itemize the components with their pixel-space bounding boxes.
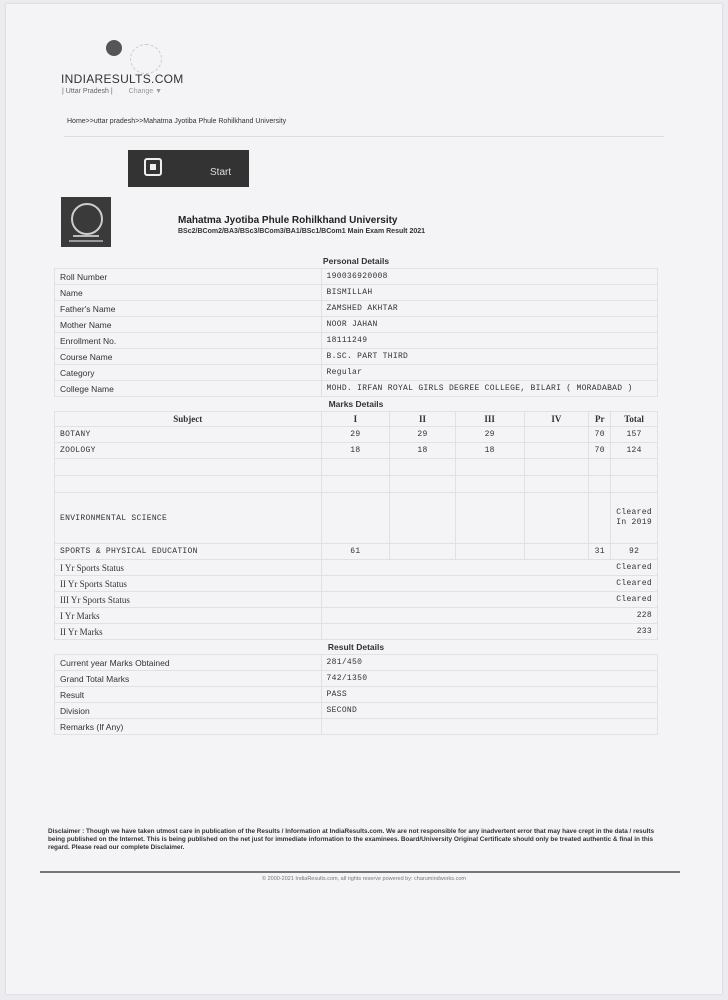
mother-name-value: NOOR JAHAN (321, 317, 657, 333)
table-row (55, 333, 658, 349)
subject-name: SPORTS & PHYSICAL EDUCATION (55, 544, 322, 560)
table-row (55, 443, 658, 459)
field-label: Name (55, 285, 322, 301)
start-button-label: Start (210, 167, 232, 178)
exam-title: BSc2/BCom2/BA3/BSc3/BCom3/BA1/BSc1/BCom1 Main Exam Result 2021 (178, 228, 426, 235)
site-logo-text[interactable]: INDIARESULTS.COM (61, 72, 184, 86)
mark-cell: 70 (589, 427, 611, 443)
start-button[interactable] (128, 150, 249, 187)
section-heading-result: Result Details (327, 642, 385, 652)
mark-cell: 18 (455, 443, 524, 459)
table-row (55, 671, 658, 687)
name-value: BISMILLAH (321, 285, 657, 301)
column-header: IV (524, 412, 589, 427)
status-value: Cleared (321, 592, 657, 608)
current-marks-value: 281/450 (321, 655, 657, 671)
field-label: I Yr Sports Status (55, 560, 322, 576)
column-header: Subject (55, 412, 322, 427)
field-label: College Name (55, 381, 322, 397)
remarks-value (321, 719, 657, 735)
father-name-value: ZAMSHED AKHTAR (321, 301, 657, 317)
table-row (55, 608, 658, 624)
table-row (55, 624, 658, 640)
column-header: III (455, 412, 524, 427)
table-row (55, 493, 658, 544)
table-row (55, 544, 658, 560)
field-label: Enrollment No. (55, 333, 322, 349)
column-header: II (390, 412, 456, 427)
table-row (55, 285, 658, 301)
mark-cell: 18 (321, 443, 390, 459)
disclaimer-text: Disclaimer : Though we have taken utmost care in publication of the Results / Information at IndiaResults.com. We are not responsible for any inadvertent error that may have crept in the data / results being published on the Internet. This is being published on the net just for immediate information to the examinees. Board/University Original Certificate should only be treated authentic & final in this regard. Please read our complete Disclaimer. (48, 828, 655, 851)
table-row (55, 560, 658, 576)
field-label: Division (55, 703, 322, 719)
table-row (55, 719, 658, 735)
field-label: Remarks (If Any) (55, 719, 322, 735)
divider (64, 136, 664, 137)
logo-line (73, 235, 99, 237)
total-cell: 124 (611, 443, 658, 459)
table-row (55, 381, 658, 397)
breadcrumb[interactable]: Home>>uttar pradesh>>Mahatma Jyotiba Phule Rohilkhand University (67, 118, 287, 125)
field-label: Result (55, 687, 322, 703)
table-row (55, 459, 658, 476)
table-row (55, 317, 658, 333)
total-cell: 157 (611, 427, 658, 443)
result-table (54, 254, 658, 735)
table-row (55, 703, 658, 719)
table-row (55, 301, 658, 317)
mark-cell: 29 (390, 427, 456, 443)
marks-value: 233 (321, 624, 657, 640)
mark-cell: 29 (455, 427, 524, 443)
square-icon (144, 158, 162, 176)
field-label: I Yr Marks (55, 608, 322, 624)
enrollment-value: 18111249 (321, 333, 657, 349)
column-header: Pr (589, 412, 611, 427)
logo-line (69, 240, 103, 242)
field-label: II Yr Marks (55, 624, 322, 640)
mark-cell (524, 427, 589, 443)
column-header: I (321, 412, 390, 427)
logo-mark-icon (106, 40, 122, 56)
change-state-link[interactable]: Change ▼ (128, 88, 163, 95)
status-value: Cleared (321, 560, 657, 576)
table-row (55, 592, 658, 608)
total-cell: Cleared In 2019 (611, 493, 658, 544)
section-heading-personal: Personal Details (322, 256, 390, 266)
table-row (55, 476, 658, 493)
field-label: Current year Marks Obtained (55, 655, 322, 671)
marks-value: 228 (321, 608, 657, 624)
section-heading-marks: Marks Details (328, 399, 384, 409)
field-label: Grand Total Marks (55, 671, 322, 687)
column-header: Total (611, 412, 658, 427)
result-value: PASS (321, 687, 657, 703)
subject-name: ZOOLOGY (55, 443, 322, 459)
state-label: | Uttar Pradesh | (62, 88, 113, 95)
logo-watermark-icon (130, 44, 162, 74)
subject-name: BOTANY (55, 427, 322, 443)
table-row (55, 687, 658, 703)
field-label: Category (55, 365, 322, 381)
total-cell: 92 (611, 544, 658, 560)
course-value: B.SC. PART THIRD (321, 349, 657, 365)
field-label: II Yr Sports Status (55, 576, 322, 592)
mark-cell: 29 (321, 427, 390, 443)
table-row (55, 349, 658, 365)
footer-divider (40, 871, 680, 873)
field-label: Father's Name (55, 301, 322, 317)
mark-cell: 18 (390, 443, 456, 459)
category-value: Regular (321, 365, 657, 381)
field-label: Course Name (55, 349, 322, 365)
roll-number-value: 190036920008 (321, 269, 657, 285)
field-label: Roll Number (55, 269, 322, 285)
field-label: III Yr Sports Status (55, 592, 322, 608)
copyright-footer: © 2000-2021 IndiaResults.com, all rights reserve powered by: charumindworks.com (262, 876, 466, 882)
table-row (55, 576, 658, 592)
table-row (55, 655, 658, 671)
mark-cell: 70 (589, 443, 611, 459)
table-row (55, 269, 658, 285)
mark-cell: 31 (589, 544, 611, 560)
subject-name: ENVIRONMENTAL SCIENCE (55, 493, 322, 544)
table-row (55, 365, 658, 381)
emblem-icon (71, 203, 103, 235)
marks-header-row (55, 412, 658, 427)
field-label: Mother Name (55, 317, 322, 333)
state-selector (62, 88, 162, 95)
mark-cell: 61 (321, 544, 390, 560)
division-value: SECOND (321, 703, 657, 719)
mark-cell (524, 443, 589, 459)
college-value: MOHD. IRFAN ROYAL GIRLS DEGREE COLLEGE, BILARI ( MORADABAD ) (321, 381, 657, 397)
grand-total-value: 742/1350 (321, 671, 657, 687)
university-logo (61, 197, 111, 247)
table-row (55, 427, 658, 443)
university-name: Mahatma Jyotiba Phule Rohilkhand University (178, 215, 398, 226)
status-value: Cleared (321, 576, 657, 592)
